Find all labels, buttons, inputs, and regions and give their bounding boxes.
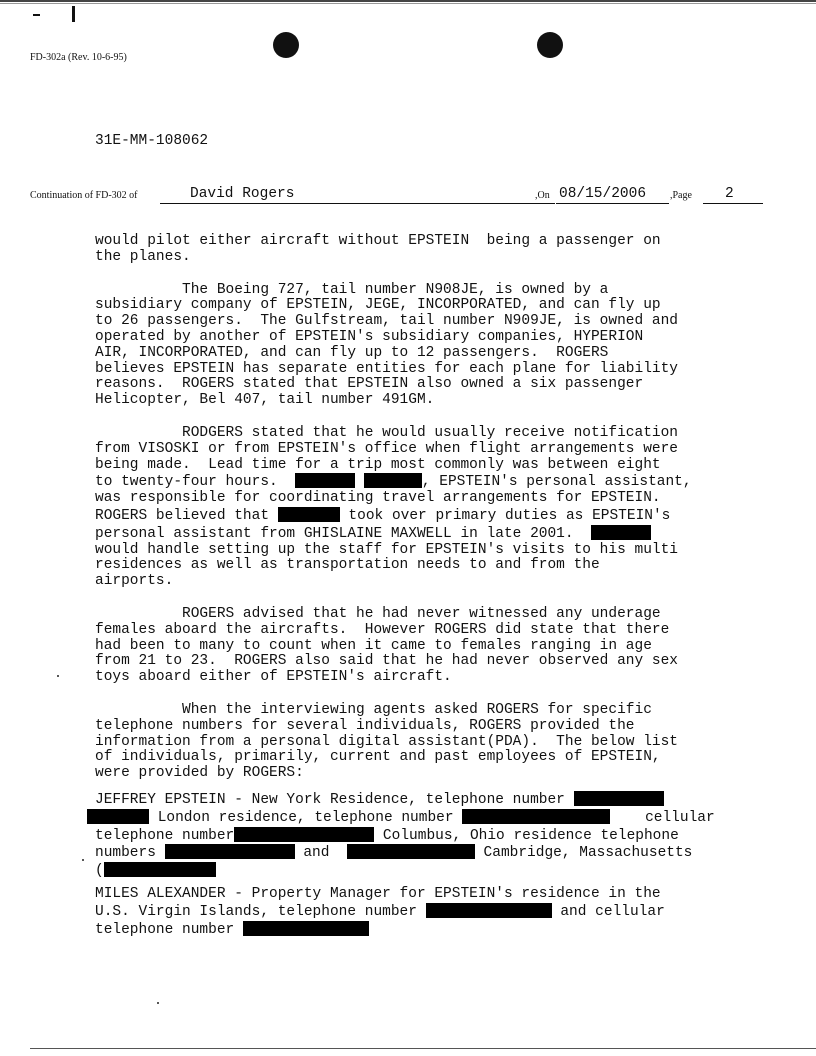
- paragraph-5: When the interviewing agents asked ROGERS for specific telephone numbers for several individuals, ROGERS provided the information from a personal digital assistant(PDA). The below list of individuals, primarily, current and past employees of EPSTEIN, were provided by ROGERS:: [95, 701, 678, 782]
- bottom-edge-rule: [30, 1048, 816, 1049]
- on-label: ,On: [535, 190, 550, 201]
- contact-entry-alexander: MILES ALEXANDER - Property Manager for EPSTEIN's residence in the U.S. Virgin Islands, telephone number and cellular telephone number: [95, 886, 665, 938]
- redaction: [234, 827, 374, 842]
- scan-speck: [82, 859, 84, 861]
- redaction: [574, 791, 664, 806]
- redaction: [278, 507, 340, 522]
- redaction: [591, 525, 651, 540]
- punch-hole-right: [537, 32, 563, 58]
- redaction: [243, 921, 369, 936]
- form-identifier: FD-302a (Rev. 10-6-95): [30, 52, 127, 63]
- scan-mark: [72, 6, 75, 22]
- contact-entry-epstein: JEFFREY EPSTEIN - New York Residence, telephone number London residence, telephone number cellular telephone number Columbus, Ohio residence telephone numbers and Cambridge, Massachusetts (: [95, 791, 755, 880]
- punch-hole-left: [273, 32, 299, 58]
- redaction: [364, 473, 422, 488]
- continuation-line: [30, 186, 766, 206]
- scan-speck: [57, 675, 59, 677]
- redaction: [462, 809, 610, 824]
- redaction: [347, 844, 475, 859]
- top-edge-rule: [0, 0, 816, 4]
- continuation-label: Continuation of FD-302 of: [30, 190, 138, 201]
- redaction: [87, 809, 149, 824]
- document-body: [95, 234, 755, 782]
- scan-mark: [33, 14, 40, 16]
- interviewee-name: David Rogers: [160, 186, 555, 204]
- page-label: ,Page: [670, 190, 692, 201]
- paragraph-2: The Boeing 727, tail number N908JE, is owned by a subsidiary company of EPSTEIN, JEGE, INCORPORATED, and can fly up to 26 passengers. The Gulfstream, tail number N909JE, is owned and operated by another of EPSTEIN's subsidiary companies, HYPERION AIR, INCORPORATED, and can fly up to 12 passengers. ROGERS believes EPSTEIN has separate entities for each plane for liability reasons. ROGERS stated that EPSTEIN also owned a six passenger Helicopter, Bel 407, tail number 491GM.: [95, 281, 678, 409]
- redaction: [426, 903, 552, 918]
- scan-speck: [157, 1002, 159, 1004]
- paragraph-1: would pilot either aircraft without EPSTEIN being a passenger on the planes.: [95, 233, 661, 265]
- interview-date: 08/15/2006: [556, 186, 669, 204]
- page-number: 2: [703, 186, 763, 204]
- file-number: 31E-MM-108062: [95, 133, 209, 149]
- redaction: [104, 862, 216, 877]
- paragraph-4: ROGERS advised that he had never witnessed any underage females aboard the aircrafts. However ROGERS did state that there had been to many to count when it came to females ranging in age from 21 to 23. ROGERS also said that he had never observed any sex toys aboard either of EPSTEIN's aircraft.: [95, 605, 678, 686]
- redaction: [295, 473, 355, 488]
- paragraph-3: RODGERS stated that he would usually receive notification from VISOSKI or from EPSTEIN's office when flight arrangements were being made. Lead time for a trip most commonly was between eight to twenty-four hours. , EPSTEIN's personal assistant, was responsible for coordinating travel arrangements for EPSTEIN. ROGERS believed that took over primary duties as EPSTEIN's personal assistant from GHISLAINE MAXWELL in late 2001. would handle setting up the staff for EPSTEIN's visits to his multi residences as well as transportation needs to and from the airports.: [95, 424, 692, 590]
- redaction: [165, 844, 295, 859]
